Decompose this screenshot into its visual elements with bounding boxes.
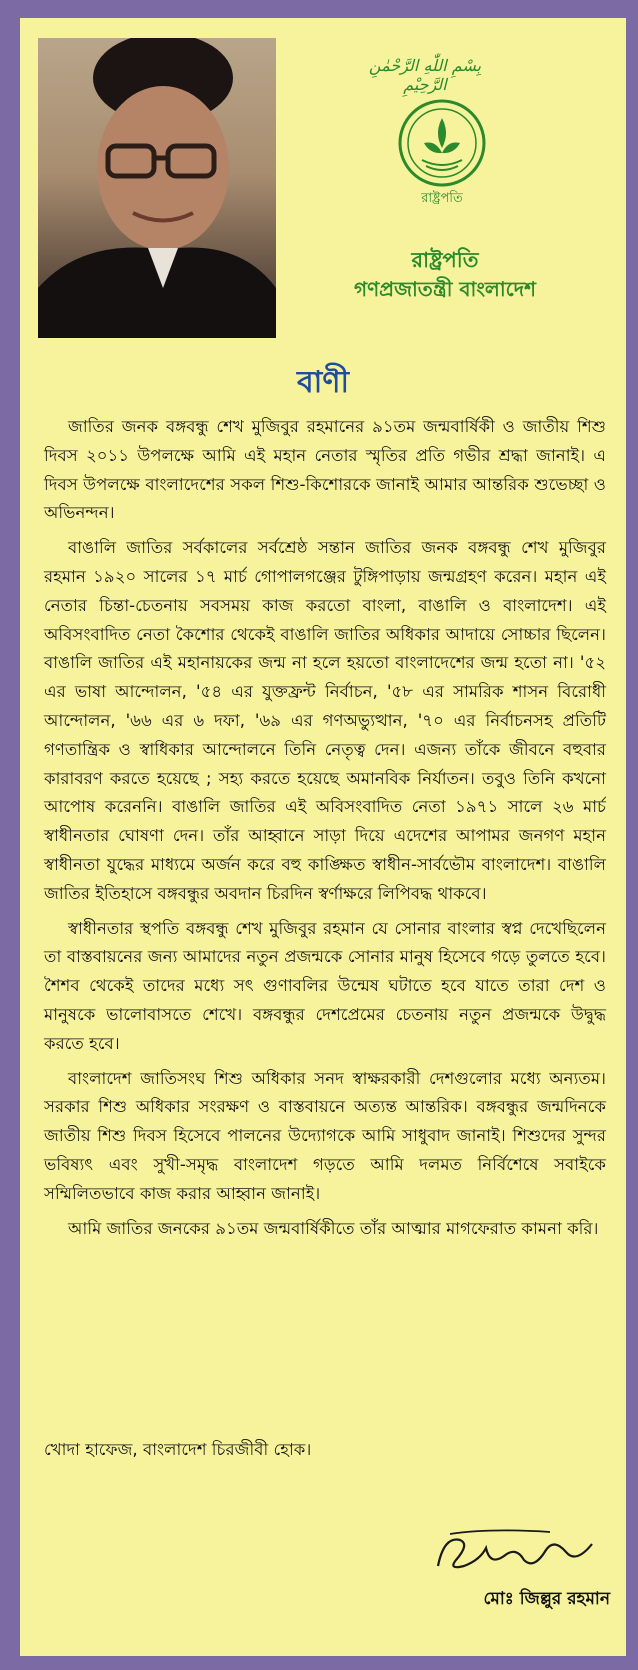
message-body (44, 413, 606, 1249)
paragraph: আমি জাতির জনকের ৯১তম জন্মবার্ষিকীতে তাঁর আত্মার মাগফেরাত কামনা করি। (68, 1218, 599, 1238)
presidential-seal-icon (392, 98, 492, 208)
paragraph: স্বাধীনতার স্থপতি বঙ্গবন্ধু শেখ মুজিবুর রহমান যে সোনার বাংলার স্বপ্ন দেখেছিলেন তা বাস্তবায়নের জন্য আমাদের নতুন প্রজন্মকে সোনার মানুষ হিসেবে গড়ে তুলতে হবে। শৈশব থেকেই তাদের মধ্যে সৎ গুণাবলির উন্মেষ ঘটাতে হবে যাতে তারা দেশ ও মানুষকে ভালোবাসতে শেখে। বঙ্গবন্ধুর দেশপ্রেমের চেতনায় নতুন প্রজন্মকে উদ্বুদ্ধ করতে হবে। (44, 918, 606, 1053)
header-title-block (285, 246, 605, 304)
paragraph: বাংলাদেশ জাতিসংঘ শিশু অধিকার সনদ স্বাক্ষরকারী দেশগুলোর মধ্যে অন্যতম। সরকার শিশু অধিকার সংরক্ষণ ও বাস্তবায়নে অত্যন্ত আন্তরিক। বঙ্গবন্ধুর জন্মদিনকে জাতীয় শিশু দিবস হিসেবে পালনের উদ্যোগকে আমি সাধুবাদ জানাই। শিশুদের সুন্দর ভবিষ্যৎ এবং সুখী-সমৃদ্ধ বাংলাদেশ গড়তে আমি দলমত নির্বিশেষে সবাইকে সম্মিলিতভাবে কাজ করার আহ্বান জানাই। (44, 1068, 606, 1203)
message-heading: বাণী (296, 365, 350, 400)
paragraph: বাঙালি জাতির সর্বকালের সর্বশ্রেষ্ঠ সন্তান জাতির জনক বঙ্গবন্ধু শেখ মুজিবুর রহমান ১৯২০ সালের ১৭ মার্চ গোপালগঞ্জের টুঙ্গিপাড়ায় জন্মগ্রহণ করেন। মহান এই নেতার চিন্তা-চেতনায় সবসময় কাজ করতো বাংলা, বাঙালি ও বাংলাদেশ। এই অবিসংবাদিত নেতা কৈশোর থেকেই বাঙালি জাতির অধিকার আদায়ে সোচ্চার ছিলেন। বাঙালি জাতির এই মহানায়কের জন্ম না হলে হয়তো বাংলাদেশের জন্ম হতো না। '৫২ এর ভাষা আন্দোলন, '৫৪ এর যুক্তফ্রন্ট নির্বাচন, '৫৮ এর সামরিক শাসন বিরোধী আন্দোলন, '৬৬ এর ৬ দফা, '৬৯ এর গণঅভ্যুত্থান, '৭০ এর নির্বাচনসহ প্রতিটি গণতান্ত্রিক ও স্বাধিকার আন্দোলনে তিনি নেতৃত্ব দেন। এজন্য তাঁকে জীবনে বহুবার কারাবরণ করতে হয়েছে ; সহ্য করতে হয়েছে অমানবিক নির্যাতন। তবুও তিনি কখনো আপোষ করেননি। বাঙালি জাতির এই অবিসংবাদিত নেতা ১৯৭১ সালে ২৬ মার্চ স্বাধীনতার ঘোষণা দেন। তাঁর আহ্বানে সাড়া দিয়ে এদেশের আপামর জনগণ মহান স্বাধীনতা যুদ্ধের মাধ্যমে অর্জন করে বহু কাঙ্ক্ষিত স্বাধীন-সার্বভৌম বাংলাদেশ। বাঙালি জাতির ইতিহাসে বঙ্গবন্ধুর অবদান চিরদিন স্বর্ণাক্ষরে লিপিবদ্ধ থাকবে। (44, 538, 606, 903)
signer-name: মোঃ জিল্লুর রহমান (483, 1589, 610, 1609)
closing-line: খোদা হাফেজ, বাংলাদেশ চিরজীবী হোক। (44, 1440, 312, 1459)
bismillah-calligraphy: بِسْمِ اللّٰهِ الرَّحْمٰنِ الرَّحِيْمِ (368, 56, 482, 94)
portrait-image (38, 38, 276, 338)
message-card (20, 18, 626, 1656)
paragraph: জাতির জনক বঙ্গবন্ধু শেখ মুজিবুর রহমানের ৯১তম জন্মবার্ষিকী ও জাতীয় শিশু দিবস ২০১১ উপলক্ষে আমি এই মহান নেতার স্মৃতির প্রতি গভীর শ্রদ্ধা জানাই। এ দিবস উপলক্ষে বাংলাদেশের সকল শিশু-কিশোরকে জানাই আমার আন্তরিক শুভেচ্ছা ও অভিনন্দন। (44, 417, 606, 523)
seal-label: রাষ্ট্রপতি (421, 191, 463, 206)
president-portrait (38, 38, 276, 338)
country-name: গণপ্রজাতন্ত্রী বাংলাদেশ (353, 277, 537, 301)
handwritten-signature (430, 1526, 600, 1582)
office-title: রাষ্ট্রপতি (411, 248, 479, 272)
